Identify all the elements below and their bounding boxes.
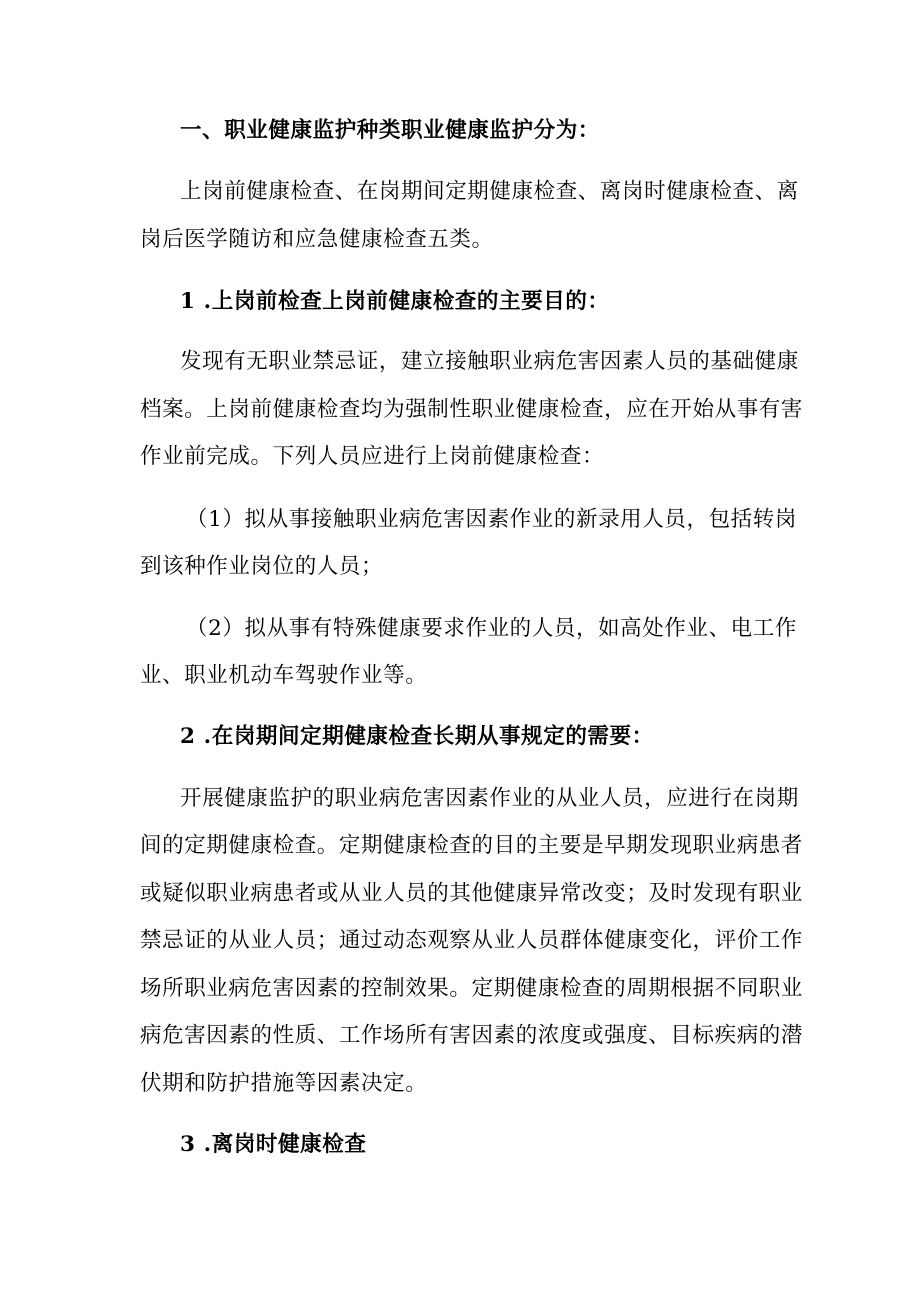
item-2-line-2: 间的定期健康检查。定期健康检查的目的主要是早期发现职业病患者 (140, 833, 804, 858)
item-1-line-1: 发现有无职业禁忌证，建立接触职业病危害因素人员的基础健康 (180, 349, 799, 374)
section-one-heading: 一、职业健康监护种类职业健康监护分为： (180, 118, 600, 143)
section-one-line-2: 岗后医学随访和应急健康检查五类。 (140, 227, 494, 252)
item-1-heading: 1 .上岗前检查上岗前健康检查的主要目的： (180, 289, 610, 314)
item-1-sub-1-line-2: 到该种作业岗位的人员； (140, 554, 384, 579)
item-1-sub-1-line-1: （1）拟从事接触职业病危害因素作业的新录用人员，包括转岗 (186, 507, 797, 532)
item-2-line-5: 场所职业病危害因素的控制效果。定期健康检查的周期根据不同职业 (140, 976, 804, 1001)
item-2-line-1: 开展健康监护的职业病危害因素作业的从业人员，应进行在岗期 (180, 786, 799, 811)
item-3-heading: 3 .离岗时健康检查 (180, 1132, 367, 1157)
item-2-heading: 2 .在岗期间定期健康检查长期从事规定的需要： (180, 724, 654, 749)
item-1-sub-2-line-2: 业、职业机动车驾驶作业等。 (140, 663, 428, 688)
item-2-line-6: 病危害因素的性质、工作场所有害因素的浓度或强度、目标疾病的潜 (140, 1023, 804, 1048)
section-one-line-1: 上岗前健康检查、在岗期间定期健康检查、离岗时健康检查、离 (180, 179, 799, 204)
item-2-line-7: 伏期和防护措施等因素决定。 (140, 1071, 428, 1096)
item-2-line-3: 或疑似职业病患者或从业人员的其他健康异常改变；及时发现有职业 (140, 881, 804, 906)
item-1-sub-2-line-1: （2）拟从事有特殊健康要求作业的人员，如高处作业、电工作 (186, 616, 797, 641)
item-2-line-4: 禁忌证的从业人员；通过动态观察从业人员群体健康变化，评价工作 (140, 928, 804, 953)
item-1-line-3: 作业前完成。下列人员应进行上岗前健康检查： (140, 444, 605, 469)
item-1-line-2: 档案。上岗前健康检查均为强制性职业健康检查，应在开始从事有害 (140, 397, 804, 422)
